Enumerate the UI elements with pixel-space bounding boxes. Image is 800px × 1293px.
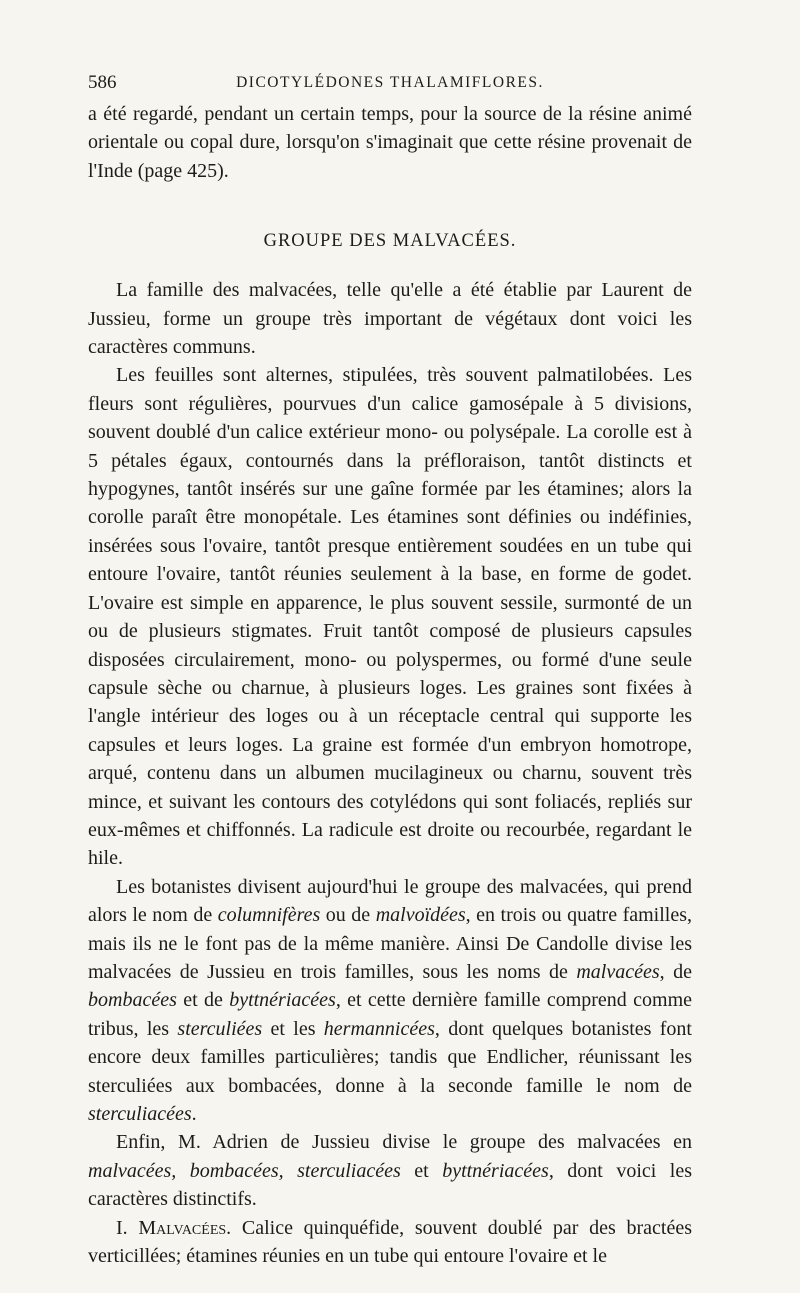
italic-term: columnifères	[217, 904, 321, 927]
paragraph-intro: La famille des malvacées, telle qu'elle a été établie par Laurent de Jussieu, forme un groupe très important de végétaux dont voici les caractères communs.	[88, 279, 692, 359]
italic-term: byttnériacées	[442, 1159, 549, 1182]
paragraph-jussieu-division	[88, 1128, 692, 1213]
text-run: , et cette dernière famille comprend comme tribus, les	[88, 989, 692, 1040]
text-run: , en trois ou quatre familles, mais ils ne le font pas de la même manière. Ainsi De Candolle divise les malvacées de Jussieu en trois familles, sous les noms de	[88, 904, 692, 983]
paragraph-classification	[88, 873, 692, 1129]
italic-term: bombacées	[88, 989, 177, 1012]
section-heading: GROUPE DES MALVACÉES.	[263, 231, 517, 252]
italic-term: malvacées	[576, 960, 660, 983]
paragraph-malvacees-definition	[88, 1214, 692, 1271]
text-run: .	[191, 1103, 197, 1125]
paragraph-continuation: a été regardé, pendant un certain temps, pour la source de la résine animé orientale ou copal dure, lorsqu'on s'imaginait que cette résine provenait de l'Inde (page 425).	[88, 103, 692, 182]
page-number: 586	[88, 72, 117, 93]
paragraph-characters: Les feuilles sont alternes, stipulées, très souvent palmatilobées. Les fleurs sont régulières, pourvues d'un calice gamosépale à 5 divisions, souvent doublé d'un calice extérieur mono- ou polysépale. La corolle est à 5 pétales égaux, contournés dans la préfloraison, tantôt distincts et hypogynes, tantôt insérés sur une gaîne formée par les étamines; alors la corolle paraît être monopétale. Les étamines sont définies ou indéfinies, insérées sous l'ovaire, tantôt presque entièrement soudées en un tube qui entoure l'ovaire, tantôt réunies seulement à la base, en forme de godet. L'ovaire est simple en apparence, le plus souvent sessile, surmonté de un ou de plusieurs stigmates. Fruit tantôt composé de plusieurs capsules disposées circulairement, mono- ou polyspermes, ou formé d'une seule capsule sèche ou charnue, à plusieurs loges. Les graines sont fixées à l'angle intérieur des loges ou à un réceptacle central qui supporte les capsules et leurs loges. La graine est formée d'un embryon homotrope, arqué, contenu dans un albumen mucilagineux ou charnu, souvent très mince, et suivant les contours des cotylédons qui sont foliacés, repliés sur eux-mêmes et chiffonnés. La radicule est droite ou recourbée, regardant le hile.	[88, 364, 692, 870]
italic-term: malvoïdées	[375, 904, 466, 927]
text-run: , dont voici les caractères distinctifs.	[88, 1159, 693, 1211]
text-run: , de	[659, 960, 692, 983]
text-run: Enfin, M. Adrien de Jussieu divise le groupe des malvacées en	[116, 1131, 692, 1154]
italic-term: hermannicées	[323, 1017, 435, 1040]
text-run: ou de	[320, 904, 376, 927]
running-title: DICOTYLÉDONES THALAMIFLORES.	[236, 74, 544, 91]
text-run: et de	[176, 989, 230, 1012]
text-run: . Calice quinquéfide, souvent doublé par des bractées verticillées; étamines réunies en un tube qui entoure l'ovaire et le	[88, 1216, 692, 1268]
italic-term: malvacées, bombacées, sterculiacées	[88, 1159, 401, 1182]
family-name: Malvacées	[138, 1216, 227, 1239]
italic-term: byttnériacées	[229, 989, 336, 1012]
text-run: et les	[262, 1017, 324, 1040]
text-run: Les botanistes divisent aujourd'hui le groupe des malvacées, qui prend alors le nom de	[88, 875, 692, 927]
running-head	[88, 72, 692, 98]
text-run: , dont quelques botanistes font encore deux familles particulières; tandis que Endlicher, réunissant les sterculiées aux bombacées, donne à la seconde famille le nom de	[88, 1017, 692, 1097]
text-run: I.	[116, 1216, 139, 1239]
italic-term: sterculiacées	[88, 1103, 192, 1125]
text-run: et	[400, 1159, 443, 1182]
italic-term: sterculiées	[177, 1017, 263, 1040]
